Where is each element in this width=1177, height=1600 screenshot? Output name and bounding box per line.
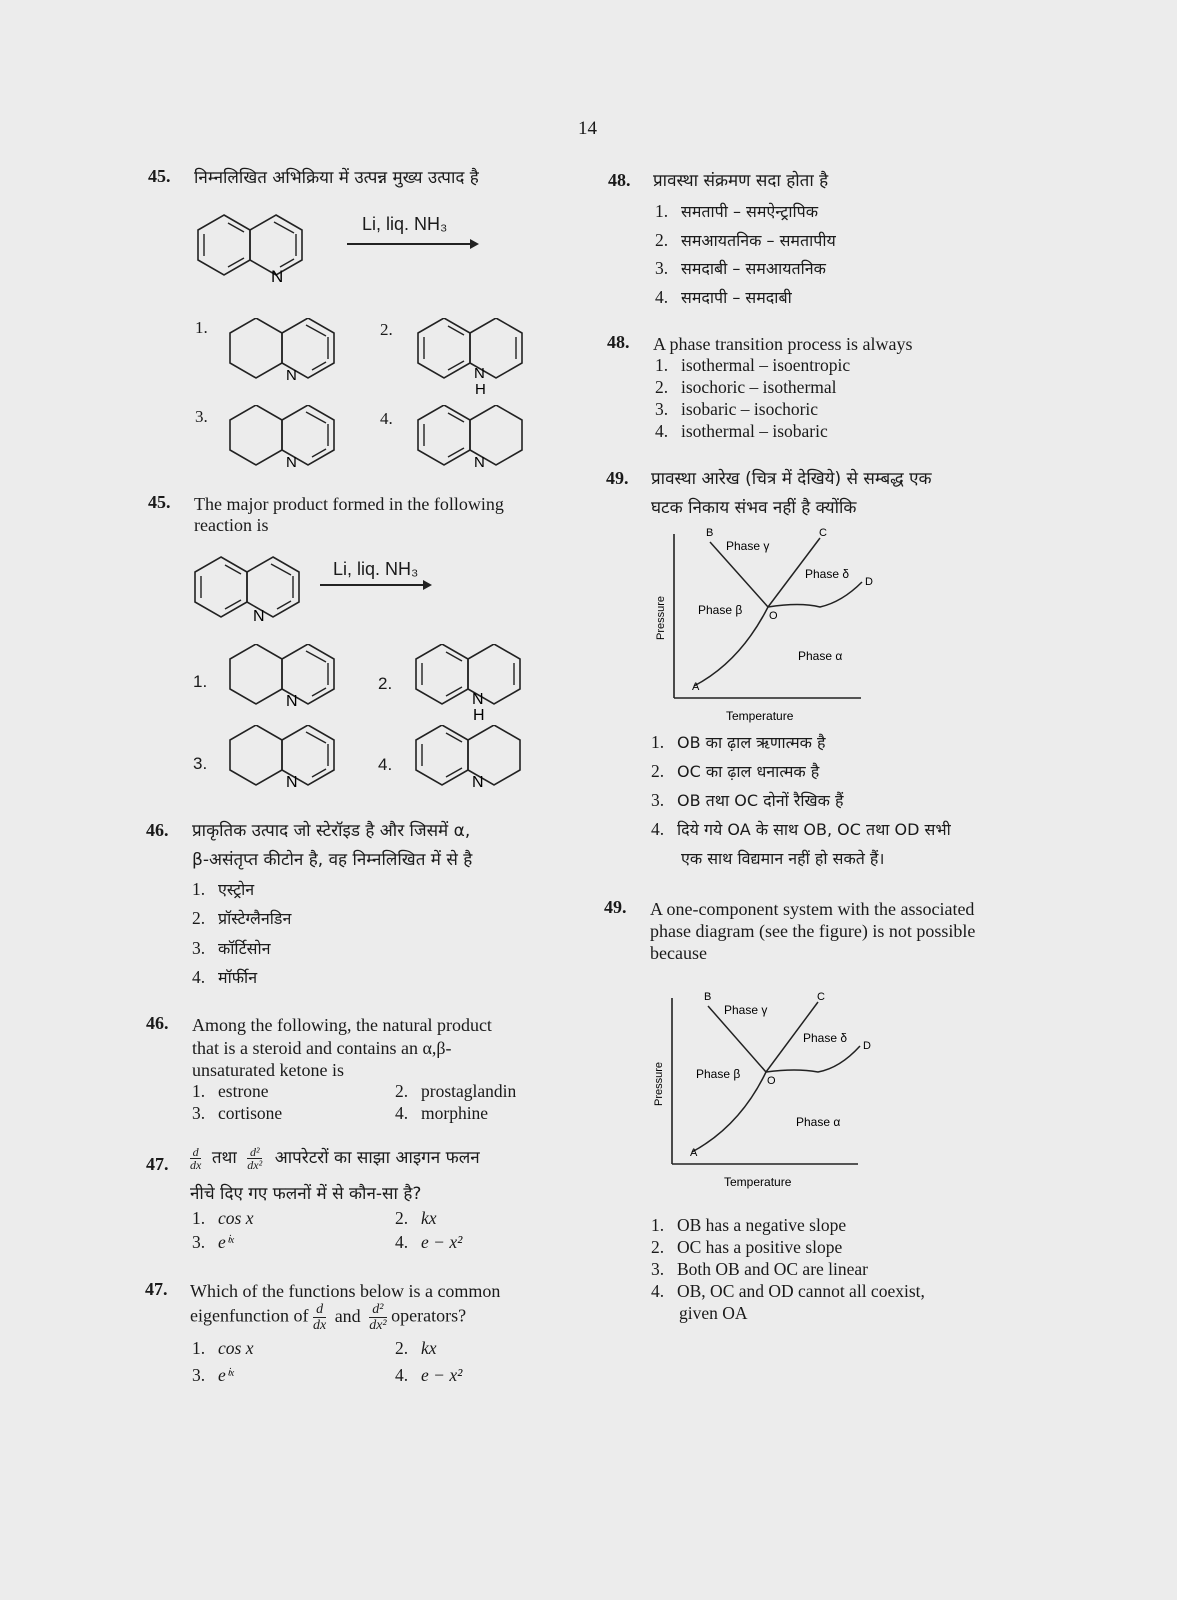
q45-hi-number: 45.: [148, 166, 171, 186]
q48-en-option-2: 2. isochoric – isothermal: [655, 377, 837, 397]
q49-en-option-4: 4. OB, OC and OD cannot all coexist,: [651, 1281, 925, 1301]
q45-en-opt3-structure: [228, 725, 338, 789]
reaction-arrow: [320, 584, 430, 586]
point-o-label: O: [767, 1075, 776, 1087]
q45-en-opt1-structure: [228, 644, 338, 706]
point-d-label: D: [863, 1040, 871, 1052]
q47-en-option-4: 4. e − x²: [395, 1365, 463, 1385]
q47-hi-option-4: 4. e − x²: [395, 1232, 463, 1252]
phase-diagram-hi: [650, 522, 875, 727]
curve-od: [768, 582, 862, 607]
x-axis-label: Temperature: [724, 1175, 792, 1189]
atom-label: N: [474, 365, 485, 382]
q46-en-option-1: 1. estrone: [192, 1081, 269, 1101]
q46-hi-option-2: 2. प्रॉस्टेग्लैनडिन: [192, 908, 292, 928]
point-c-label: C: [819, 527, 827, 539]
q46-en-number: 46.: [146, 1013, 169, 1033]
q49-en-line1: A one-component system with the associated: [650, 899, 975, 919]
q45-hi-reagent: Li, liq. NH₃: [362, 214, 448, 234]
phase-beta-label: Phase β: [698, 603, 743, 617]
q45-hi-opt2-label: 2.: [380, 320, 393, 339]
q46-en-option-4: 4. morphine: [395, 1103, 489, 1123]
point-c-label: C: [817, 991, 825, 1003]
q45-en-opt2-label: 2.: [378, 674, 393, 693]
quinoline-reactant-en: [193, 555, 303, 625]
q47-hi-line1: $\frac{d}{dx}$ तथा $\frac{\text{d²}}{\text{dx²}}$ आपरेटरों का साझा आइगन फलन: [190, 1145, 480, 1173]
atom-label: N: [286, 454, 297, 469]
q48-hi-number: 48.: [608, 170, 631, 190]
q48-hi-text: प्रावस्था संक्रमण सदा होता है: [653, 171, 829, 191]
q46-en-option-2: 2. prostaglandin: [395, 1081, 517, 1101]
d-dx-fraction: $\frac{d}{dx}$: [312, 1302, 327, 1333]
quinoline-reactant-hi: [196, 210, 311, 285]
q46-hi-option-1: 1. एस्ट्रोन: [192, 879, 255, 899]
q48-hi-option-1: 1. समतापी – समऐन्ट्रापिक: [655, 201, 819, 221]
q49-hi-option-4-line2: एक साथ विद्यमान नहीं हो सकते हैं।: [681, 849, 885, 868]
q47-en-option-2: 2. kx: [395, 1338, 437, 1358]
q49-hi-option-2: 2. OC का ढ़ाल धनात्मक है: [651, 761, 820, 781]
q45-hi-opt4-structure: [416, 405, 526, 469]
q45-hi-text: निम्नलिखित अभिक्रिया में उत्पन्न मुख्य उत्पाद है: [194, 168, 479, 188]
atom-label: H: [473, 707, 485, 722]
q48-en-number: 48.: [607, 332, 630, 352]
q45-hi-opt1-label: 1.: [195, 318, 208, 337]
y-axis-label: Pressure: [653, 1061, 665, 1106]
q47-en-line2: eigenfunction of $\frac{d}{dx}$ and $\frac{\text{d²}}{\text{dx²}}$ operators?: [190, 1302, 467, 1333]
reaction-arrow: [347, 243, 477, 245]
q49-hi-line1: प्रावस्था आरेख (चित्र में देखिये) से सम्बद्ध एक: [651, 469, 932, 489]
q49-en-line2: phase diagram (see the figure) is not possible: [650, 921, 976, 941]
phase-gamma-label: Phase γ: [726, 539, 770, 553]
q47-en-option-3: 3. eⁱˣ: [192, 1365, 234, 1385]
q46-hi-line1: प्राकृतिक उत्पाद जो स्टेरॉइड है और जिसमें α,: [192, 821, 471, 841]
q47-en-line1: Which of the functions below is a common: [190, 1281, 501, 1301]
atom-label: N: [253, 608, 265, 625]
q47-hi-option-3: 3. eⁱˣ: [192, 1232, 234, 1252]
q45-en-opt4-structure: [414, 725, 524, 789]
q45-hi-opt4-label: 4.: [380, 409, 393, 428]
q45-en-opt1-label: 1.: [193, 672, 208, 691]
phase-delta-label: Phase δ: [805, 567, 850, 581]
q49-hi-option-4: 4. दिये गये OA के साथ OB, OC तथा OD सभी: [651, 819, 951, 839]
q48-en-option-3: 3. isobaric – isochoric: [655, 399, 819, 419]
page-number: 14: [578, 118, 597, 139]
q46-en-line3: unsaturated ketone is: [192, 1060, 344, 1080]
q45-en-line2: reaction is: [194, 515, 269, 535]
point-b-label: B: [706, 527, 714, 539]
curve-od: [766, 1046, 860, 1072]
q48-hi-option-3: 3. समदाबी – समआयतनिक: [655, 258, 826, 278]
q47-en-option-1: 1. cos x: [192, 1338, 254, 1358]
phase-alpha-label: Phase α: [798, 649, 843, 663]
atom-label: N: [286, 693, 298, 706]
q47-hi-option-2: 2. kx: [395, 1208, 437, 1228]
curve-oa: [694, 607, 768, 686]
point-a-label: A: [690, 1147, 698, 1159]
q49-hi-number: 49.: [606, 468, 629, 488]
phase-beta-label: Phase β: [696, 1067, 741, 1081]
phase-delta-label: Phase δ: [803, 1031, 848, 1045]
atom-label: N: [472, 691, 484, 708]
point-a-label: A: [692, 681, 700, 693]
q45-en-opt4-label: 4.: [378, 755, 393, 774]
q48-en-option-4: 4. isothermal – isobaric: [655, 421, 828, 441]
curve-oa: [692, 1072, 766, 1152]
q46-hi-number: 46.: [146, 820, 169, 840]
q49-en-option-1: 1. OB has a negative slope: [651, 1215, 847, 1235]
q45-en-opt2-structure: [414, 644, 524, 722]
q48-en-text: A phase transition process is always: [653, 334, 913, 354]
point-d-label: D: [865, 576, 873, 588]
q47-hi-option-1: 1. cos x: [192, 1208, 254, 1228]
phase-alpha-label: Phase α: [796, 1115, 841, 1129]
atom-label: N: [474, 454, 485, 469]
phase-diagram-en: [646, 986, 878, 1191]
x-axis-label: Temperature: [726, 709, 794, 723]
q46-hi-option-4: 4. मॉर्फीन: [192, 967, 258, 987]
q49-en-line3: because: [650, 943, 707, 963]
q48-hi-option-2: 2. समआयतनिक – समतापीय: [655, 230, 836, 250]
q46-hi-line2: β-असंतृप्त कीटोन है, वह निम्नलिखित में से है: [192, 850, 473, 870]
q46-en-line1: Among the following, the natural product: [192, 1015, 492, 1035]
q45-en-opt3-label: 3.: [193, 754, 208, 773]
q49-hi-option-1: 1. OB का ढ़ाल ऋणात्मक है: [651, 732, 826, 752]
d-dx-fraction: $\frac{d}{dx}$: [190, 1145, 202, 1173]
point-o-label: O: [769, 610, 778, 622]
q49-hi-line2: घटक निकाय संभव नहीं है क्योंकि: [651, 498, 857, 518]
d2-dx2-fraction: $\frac{\text{d²}}{\text{dx²}}$: [369, 1302, 387, 1333]
q45-hi-opt3-label: 3.: [195, 407, 208, 426]
q46-hi-option-3: 3. कॉर्टिसोन: [192, 938, 271, 958]
q45-en-number: 45.: [148, 492, 171, 512]
q46-en-option-3: 3. cortisone: [192, 1103, 283, 1123]
atom-label: N: [286, 774, 298, 789]
q49-en-option-3: 3. Both OB and OC are linear: [651, 1259, 868, 1279]
q45-en-line1: The major product formed in the following: [194, 494, 504, 514]
atom-label: H: [475, 381, 486, 396]
y-axis-label: Pressure: [655, 595, 667, 640]
q47-hi-number: 47.: [146, 1154, 169, 1174]
q48-en-option-1: 1. isothermal – isoentropic: [655, 355, 851, 375]
q45-hi-opt1-structure: [228, 318, 338, 380]
atom-label: N: [286, 367, 297, 380]
q49-en-number: 49.: [604, 897, 627, 917]
point-b-label: B: [704, 991, 712, 1003]
q45-hi-opt2-structure: [416, 318, 526, 396]
q47-en-number: 47.: [145, 1279, 168, 1299]
q48-hi-option-4: 4. समदापी – समदाबी: [655, 287, 792, 307]
q45-hi-opt3-structure: [228, 405, 338, 469]
q45-en-reagent: Li, liq. NH₃: [333, 559, 419, 579]
q49-hi-option-3: 3. OB तथा OC दोनों रैखिक हैं: [651, 790, 844, 810]
q47-hi-line2: नीचे दिए गए फलनों में से कौन-सा है?: [190, 1184, 422, 1204]
q46-en-line2: that is a steroid and contains an α,β-: [192, 1038, 452, 1058]
d2-dx2-fraction: $\frac{\text{d²}}{\text{dx²}}$: [247, 1145, 263, 1173]
phase-gamma-label: Phase γ: [724, 1003, 768, 1017]
atom-label: N: [271, 267, 284, 285]
atom-label: N: [472, 774, 484, 789]
q49-en-option-4-line2: given OA: [679, 1303, 748, 1323]
q49-en-option-2: 2. OC has a positive slope: [651, 1237, 843, 1257]
